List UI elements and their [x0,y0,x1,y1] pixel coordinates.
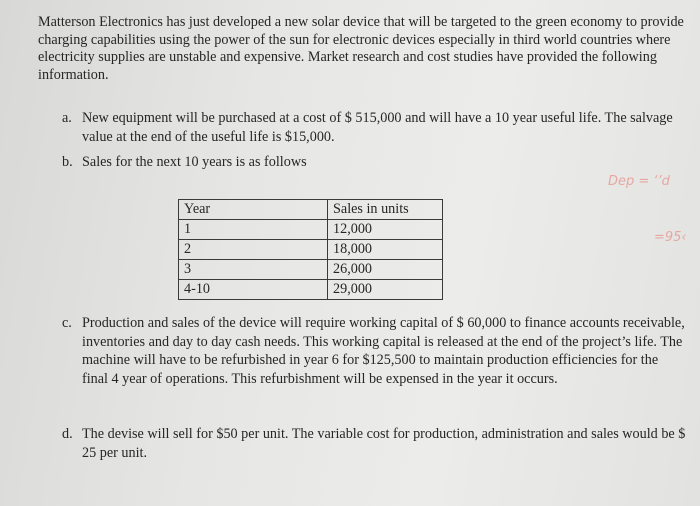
cell-sales: 29,000 [328,280,443,300]
item-a [62,109,682,149]
item-a-text: New equipment will be purchased at a cost of $ 515,000 and will have a 10 year useful life. The salvage value at the end of the useful life is $15,000. [82,110,673,145]
item-b [62,153,682,173]
item-c [62,314,690,424]
item-a-marker: a. [62,110,72,126]
intro-paragraph: Matterson Electronics has just developed a new solar device that will be targeted to the green economy to provide charging capabilities using the power of the sun for electronic devices especially in third world countries where electricity supplies are unstable and expensive. Market research and cost studies have provided the following information. [38,14,684,83]
item-b-text: Sales for the next 10 years is as follows [82,154,307,170]
item-d-marker: d. [62,426,73,442]
table-header-row [179,200,443,220]
cell-year: 1 [179,220,328,240]
table-row [179,240,443,260]
item-c-text: Production and sales of the device will require working capital of $ 60,000 to finance accounts receivable, inventories and day to day cash needs. This working capital is released at the end of the project’s life. The machine will have to be refurbished in year 6 for $125,500 to maintain production efficiencies for the final 4 year of operations. This refurbishment will be expensed in the year it occurs. [82,315,685,387]
cell-sales: 26,000 [328,260,443,280]
header-year: Year [179,200,328,220]
table-row [179,280,443,300]
sales-table [178,199,443,300]
cell-sales: 12,000 [328,220,443,240]
cell-sales: 18,000 [328,240,443,260]
table-row [179,220,443,240]
cell-year: 4-10 [179,280,328,300]
item-d-text: The devise will sell for $50 per unit. The variable cost for production, administration and sales would be $ 25 per unit. [82,426,686,461]
header-sales: Sales in units [328,200,443,220]
handwritten-note-2: =95‹ [654,230,687,245]
item-c-marker: c. [62,315,72,331]
handwritten-note-1: Dep = ‘’d [608,174,670,189]
table-row [179,260,443,280]
item-d [62,425,696,469]
cell-year: 3 [179,260,328,280]
item-b-marker: b. [62,154,73,170]
cell-year: 2 [179,240,328,260]
